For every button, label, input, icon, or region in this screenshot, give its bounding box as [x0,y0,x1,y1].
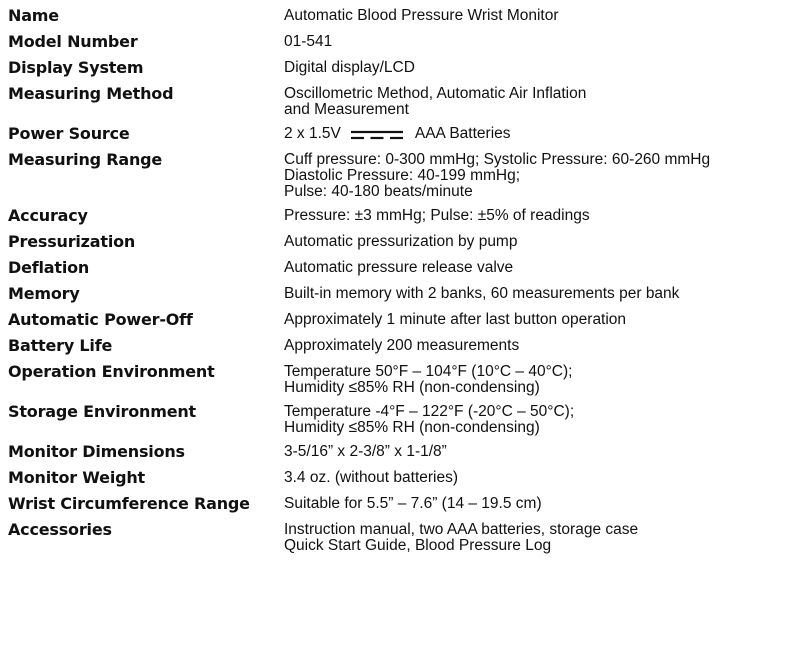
spec-value [284,336,784,354]
spec-value-line: Temperature 50°F – 104°F (10°C – 40°C); [284,363,573,380]
spec-value-line: Pulse: 40-180 beats/minute [284,183,473,200]
spec-label: Automatic Power-Off [8,310,193,329]
spec-value-line: Instruction manual, two AAA batteries, storage case [284,521,639,538]
spec-value-line: Approximately 200 measurements [284,337,520,354]
spec-value [284,258,784,276]
spec-label: Storage Environment [8,402,196,421]
spec-label: Memory [8,284,80,303]
spec-label: Measuring Method [8,84,174,103]
spec-value-line: Automatic Blood Pressure Wrist Monitor [284,7,559,24]
spec-row-power-source [8,124,784,144]
spec-value-line: Quick Start Guide, Blood Pressure Log [284,537,552,554]
spec-label: Power Source [8,124,130,143]
spec-label: Accuracy [8,206,88,225]
spec-label: Monitor Dimensions [8,442,185,461]
spec-value-line: Diastolic Pressure: 40-199 mmHg; [284,167,521,184]
spec-label: Display System [8,58,144,77]
spec-value [284,6,784,24]
spec-label: Deflation [8,258,90,277]
spec-value [284,402,784,436]
spec-value [284,442,784,460]
spec-row-name [8,6,784,26]
spec-value-line: Approximately 1 minute after last button operation [284,311,627,328]
spec-row-accessories [8,520,784,554]
spec-value-line: Cuff pressure: 0-300 mmHg; Systolic Pressure: 60-260 mmHg [284,151,711,168]
spec-value-line: and Measurement [284,101,409,118]
spec-row-pressurization [8,232,784,252]
spec-label: Measuring Range [8,150,163,169]
spec-row-measuring-method [8,84,784,118]
specifications-table [8,6,784,554]
spec-value-line: 01-541 [284,33,333,50]
spec-row-automatic-power-off [8,310,784,330]
spec-label: Model Number [8,32,138,51]
spec-label: Accessories [8,520,112,539]
spec-value-line: Built-in memory with 2 banks, 60 measurements per bank [284,285,680,302]
spec-label: Battery Life [8,336,113,355]
spec-value [284,232,784,250]
spec-label: Operation Environment [8,362,215,381]
spec-value [284,468,784,486]
power-voltage: 2 x 1.5V [284,125,341,142]
spec-value-line: Oscillometric Method, Automatic Air Inflation [284,85,587,102]
spec-value-line: Digital display/LCD [284,59,415,76]
spec-row-model-number [8,32,784,52]
spec-value [284,124,784,142]
spec-value-line: 3.4 oz. (without batteries) [284,469,459,486]
spec-label: Wrist Circumference Range [8,494,250,513]
spec-value [284,310,784,328]
spec-value-line: Automatic pressurization by pump [284,233,518,250]
spec-value [284,494,784,512]
spec-value-line: Humidity ≤85% RH (non-condensing) [284,419,540,436]
spec-value [284,284,784,302]
dc-current-icon [351,128,403,138]
spec-value [284,362,784,396]
spec-row-monitor-dimensions [8,442,784,462]
spec-value [284,32,784,50]
spec-row-memory [8,284,784,304]
spec-label: Pressurization [8,232,136,251]
spec-value-line: 3-5/16” x 2-3/8” x 1-1/8” [284,443,447,460]
spec-value [284,58,784,76]
spec-value-line: Temperature -4°F – 122°F (-20°C – 50°C); [284,403,575,420]
spec-row-display-system [8,58,784,78]
spec-label: Monitor Weight [8,468,145,487]
spec-value [284,84,784,118]
spec-row-wrist-circumference-range [8,494,784,514]
spec-row-operation-environment [8,362,784,396]
spec-value-line: Pressure: ±3 mmHg; Pulse: ±5% of readings [284,207,590,224]
spec-row-monitor-weight [8,468,784,488]
spec-row-storage-environment [8,402,784,436]
spec-row-accuracy [8,206,784,226]
spec-value [284,520,784,554]
spec-value-line: Suitable for 5.5” – 7.6” (14 – 19.5 cm) [284,495,542,512]
spec-row-battery-life [8,336,784,356]
spec-value [284,206,784,224]
spec-value [284,150,784,200]
spec-value-line: Automatic pressure release valve [284,259,514,276]
spec-label: Name [8,6,59,25]
spec-row-measuring-range [8,150,784,200]
power-battery-type: AAA Batteries [414,125,511,142]
spec-row-deflation [8,258,784,278]
spec-value-line: Humidity ≤85% RH (non-condensing) [284,379,540,396]
